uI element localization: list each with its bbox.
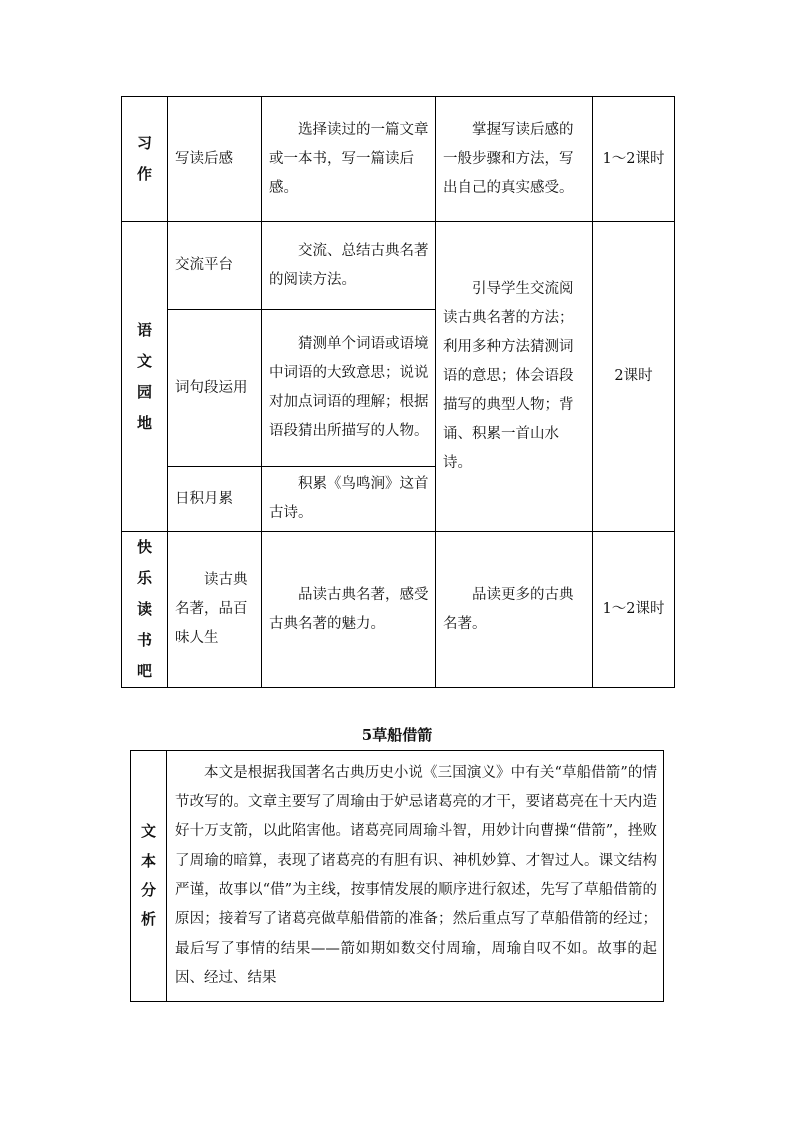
- analysis-text: 本文是根据我国著名古典历史小说《三国演义》中有关“草船借箭”的情节改写的。文章主要写了周瑜由于妒忌诸葛亮的才干，要诸葛亮在十天内造好十万支箭，以此陷害他。诸葛亮同周瑜斗智，用妙计向曹操“借箭”，挫败了周瑜的暗算，表现了诸葛亮的有胆有识、神机妙算、才智过人。课文结构严谨，故事以“借”为主线，按事情发展的顺序进行叙述，先写了草船借箭的原因；接着写了诸葛亮做草船借箭的准备；然后重点写了草船借箭的经过；最后写了事情的结果——箭如期如数交付周瑜，周瑜自叹不如。故事的起因、经过、结果: [167, 751, 664, 1002]
- item-cell: 读古典名著，品百味人生: [168, 532, 262, 688]
- item-cell: 写读后感: [168, 97, 262, 222]
- content-cell: 品读古典名著，感受古典名著的魅力。: [262, 532, 436, 688]
- category-cell: 快 乐 读 书 吧: [122, 532, 168, 688]
- table-row: [131, 751, 664, 1002]
- goal-cell: 品读更多的古典名著。: [436, 532, 593, 688]
- goal-cell: 引导学生交流阅读古典名著的方法；利用多种方法猜测词语的意思；体会语段描写的典型人物；背诵、积累一首山水诗。: [436, 222, 593, 532]
- hours-cell: 1～2课时: [593, 97, 675, 222]
- table-row: [122, 97, 675, 222]
- content-cell: 猜测单个词语或语境中词语的大致意思；说说对加点词语的理解；根据语段猜出所描写的人物。: [262, 310, 436, 467]
- table-row: [122, 532, 675, 688]
- category-cell: 习 作: [122, 97, 168, 222]
- lesson-plan-table: [121, 96, 675, 688]
- item-cell: 日积月累: [168, 467, 262, 532]
- hours-cell: 2课时: [593, 222, 675, 532]
- category-cell: 语 文 园 地: [122, 222, 168, 532]
- hours-cell: 1～2课时: [593, 532, 675, 688]
- item-cell: 交流平台: [168, 222, 262, 310]
- text-analysis-table: [130, 750, 664, 1002]
- analysis-label-cell: 文 本 分 析: [131, 751, 167, 1002]
- content-cell: 选择读过的一篇文章或一本书，写一篇读后感。: [262, 97, 436, 222]
- table-row: [122, 222, 675, 310]
- content-cell: 交流、总结古典名著的阅读方法。: [262, 222, 436, 310]
- section-title: 5草船借箭: [361, 726, 433, 744]
- goal-cell: 掌握写读后感的一般步骤和方法，写出自己的真实感受。: [436, 97, 593, 222]
- content-cell: 积累《鸟鸣涧》这首古诗。: [262, 467, 436, 532]
- item-cell: 词句段运用: [168, 310, 262, 467]
